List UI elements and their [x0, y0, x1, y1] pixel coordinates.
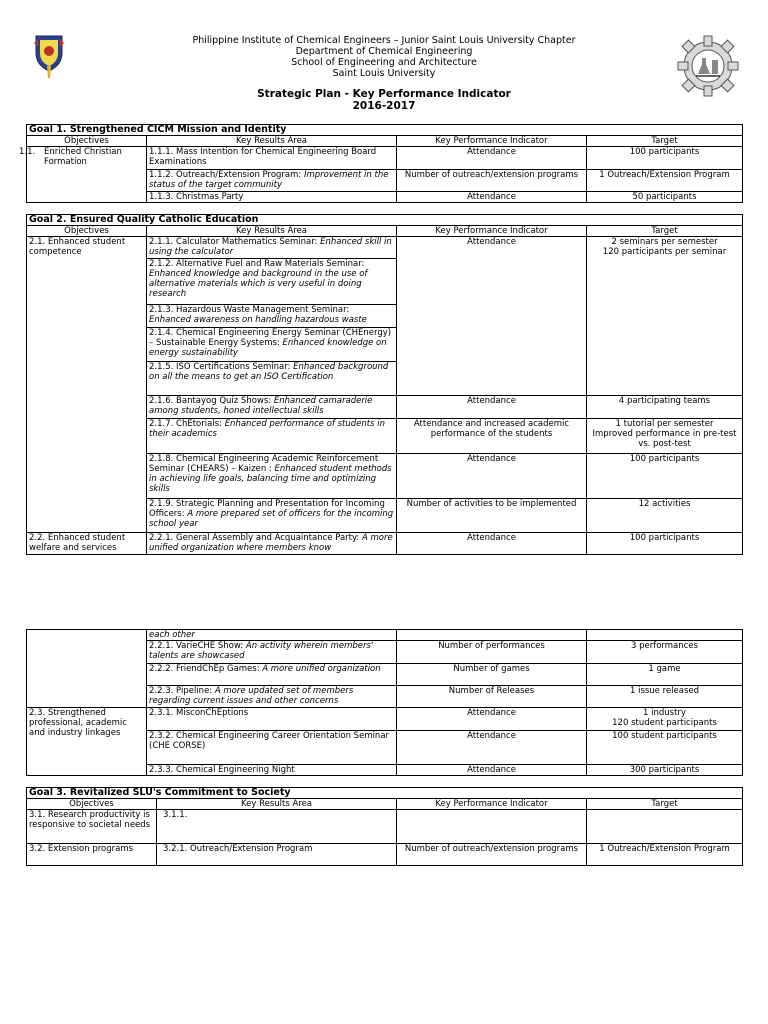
kpi-cell: Number of games [397, 664, 587, 686]
target-line: 2 seminars per semester [611, 237, 718, 247]
col-header-kpi: Key Performance Indicator [397, 136, 587, 147]
kra-acronym: (CHE CORSE) [149, 741, 206, 751]
kra-outcome: A more unified organization where members know [149, 533, 393, 553]
kra-cell [147, 170, 397, 192]
kpi-cell: Number of activities to be implemented [397, 499, 587, 533]
goal2-table [26, 214, 743, 555]
goal1-table [19, 124, 743, 203]
objective-cell: 3.2. Extension programs [27, 844, 157, 866]
target-cell: 100 participants [587, 533, 743, 555]
kpi-cell: Attendance [397, 237, 587, 396]
kra-text: 2.2.2. FriendChEp Games: [149, 664, 263, 674]
kra-text: 1.1.1. Mass Intention for Chemical Engineering Board Examinations [149, 147, 377, 167]
goal-title: Goal 1. Strengthened CICM Mission and Identity [27, 125, 743, 136]
kra-text: 2.1.2. Alternative Fuel and Raw Materials Seminar: [149, 259, 365, 269]
kpi-cell: Attendance [397, 731, 587, 765]
target-cell [587, 237, 743, 396]
kpi-cell: Attendance and increased academic performance of the students [397, 419, 587, 454]
col-header-kra: Key Results Area [157, 799, 397, 810]
target-cell: 1 Outreach/Extension Program [587, 844, 743, 866]
kra-cell [147, 686, 397, 708]
target-cell: 100 participants [587, 454, 743, 499]
kpi-cell: Number of outreach/extension programs [397, 170, 587, 192]
kpi-cell: Attendance [397, 192, 587, 203]
kpi-cell: Number of performances [397, 641, 587, 664]
objective-cell: 2.3. Strengthened professional, academic and industry linkages [27, 708, 147, 776]
kra-cell: 3.2.1. Outreach/Extension Program [157, 844, 397, 866]
col-header-kra: Key Results Area [147, 226, 397, 237]
kra-text: 2.1.4. Chemical Engineering Energy Seminar (CHEnergy) – Sustainable Energy Systems: [149, 328, 392, 348]
col-header-target: Target [587, 136, 743, 147]
kpi-cell: Attendance [397, 147, 587, 170]
col-header-objectives: Objectives [27, 799, 157, 810]
kra-text: 2.1.5. ISO Certifications Seminar: [149, 362, 294, 372]
target-cell [587, 810, 743, 844]
kra-outcome: Enhanced knowledge on energy sustainability [149, 338, 387, 358]
kpi-cell: Attendance [397, 708, 587, 731]
col-header-objectives: Objectives [27, 226, 147, 237]
target-cell: 100 student participants [587, 731, 743, 765]
kpi-cell: Attendance [397, 454, 587, 499]
target-cell: 50 participants [587, 192, 743, 203]
kra-text: 1.1.2. Outreach/Extension Program: [149, 170, 304, 180]
page-title: Strategic Plan - Key Performance Indicator [257, 88, 511, 100]
department-name: Department of Chemical Engineering [295, 46, 473, 57]
objective-cell: 3.1. Research productivity is responsive to societal needs [27, 810, 157, 844]
school-year: 2016-2017 [352, 100, 416, 112]
col-header-objectives: Objectives [27, 136, 147, 147]
kra-cell [147, 328, 397, 362]
target-cell: 1 issue released [587, 686, 743, 708]
kra-cell: 1.1.3. Christmas Party [147, 192, 397, 203]
objective-cell: 2.1. Enhanced student competence [27, 237, 147, 533]
kra-cell: 2.3.3. Chemical Engineering Night [147, 765, 397, 776]
kra-text: 2.1.7. ChEtorials: [149, 419, 225, 429]
objective-cell: 2.2. Enhanced student welfare and services [27, 533, 147, 555]
kra-outcome: each other [149, 630, 195, 640]
target-cell: 300 participants [587, 765, 743, 776]
kra-text: 2.3.2. Chemical Engineering Career Orientation Seminar [149, 731, 390, 741]
kra-outcome: Enhanced camaraderie among students, honed intellectual skills [149, 396, 373, 416]
objective-cell [27, 630, 147, 708]
target-cell: 100 participants [587, 147, 743, 170]
kra-cell [147, 499, 397, 533]
kra-outcome: A more updated set of members regarding current issues and other concerns [149, 686, 354, 706]
document-title [0, 88, 768, 112]
kpi-cell: Attendance [397, 765, 587, 776]
kpi-cell: Attendance [397, 396, 587, 419]
kra-outcome: A more prepared set of officers for the incoming school year [149, 509, 394, 529]
target-cell: 1 game [587, 664, 743, 686]
target-cell: 3 performances [587, 641, 743, 664]
target-line: 1 industry [643, 708, 686, 718]
kpi-cell: Attendance [397, 533, 587, 555]
document-header [0, 35, 768, 79]
goal-title: Goal 3. Revitalized SLU's Commitment to Society [27, 788, 743, 799]
kra-text: 2.1.9. Strategic Planning and Presentation for Incoming Officers: [149, 499, 385, 519]
objective-text: Enriched Christian Formation [44, 147, 122, 167]
kra-outcome: Enhanced awareness on handling hazardous waste [149, 315, 367, 325]
kra-cell: 2.3.1. MisconChEptions [147, 708, 397, 731]
kra-outcome: An activity wherein members' talents are showcased [149, 641, 374, 661]
kra-text: 2.1.3. Hazardous Waste Management Seminar: [149, 305, 350, 315]
kpi-cell [397, 630, 587, 641]
kra-cell [147, 454, 397, 499]
kra-cell [147, 147, 397, 170]
kra-cell [147, 731, 397, 765]
kra-cell [147, 396, 397, 419]
kra-text: 2.2.1. VarieCHE Show: [149, 641, 246, 651]
target-line: 120 student participants [612, 718, 717, 728]
kra-text: 2.1.6. Bantayog Quiz Shows: [149, 396, 274, 406]
target-line: Improved performance in pre-test vs. post-test [592, 429, 737, 449]
col-header-target: Target [587, 799, 743, 810]
goal2-continued-table [26, 629, 743, 776]
target-cell: 12 activities [587, 499, 743, 533]
kra-cell [147, 305, 397, 328]
kra-text: 2.2.3. Pipeline: [149, 686, 215, 696]
target-cell [587, 708, 743, 731]
target-line: 1 tutorial per semester [615, 419, 714, 429]
goal3-table [26, 787, 743, 866]
target-cell [587, 630, 743, 641]
kra-outcome: Improvement in the status of the target community [149, 170, 389, 190]
kra-cell: 3.1.1. [157, 810, 397, 844]
kra-text: 2.1.1. Calculator Mathematics Seminar: [149, 237, 321, 247]
kra-outcome: A more unified organization [262, 664, 381, 674]
university-name: Saint Louis University [332, 68, 436, 79]
objective-cell [19, 147, 147, 203]
kra-outcome: Enhanced background on all the means to get an ISO Certification [149, 362, 389, 382]
kra-outcome: Enhanced skill in using the calculator [149, 237, 392, 257]
kpi-cell: Number of outreach/extension programs [397, 844, 587, 866]
target-cell [587, 419, 743, 454]
kpi-cell [397, 810, 587, 844]
col-header-kpi: Key Performance Indicator [397, 226, 587, 237]
kra-text: 2.2.1. General Assembly and Acquaintance Party: [149, 533, 362, 543]
kra-cell [147, 259, 397, 305]
chapter-name: Philippine Institute of Chemical Engineers – Junior Saint Louis University Chapter [192, 35, 576, 46]
kra-cell [147, 533, 397, 555]
col-header-target: Target [587, 226, 743, 237]
kra-outcome: Enhanced student methods in achieving life goals, balancing time and optimizing skills [149, 464, 392, 494]
kra-cell [147, 237, 397, 259]
goal-title: Goal 2. Ensured Quality Catholic Education [27, 215, 743, 226]
objective-number: 1.1. [19, 147, 36, 157]
kra-cell [147, 641, 397, 664]
target-cell: 1 Outreach/Extension Program [587, 170, 743, 192]
kra-cell [147, 362, 397, 396]
school-name: School of Engineering and Architecture [291, 57, 477, 68]
kra-outcome: Enhanced knowledge and background in the use of alternative materials which is very useful in doing research [149, 269, 368, 299]
kra-cell [147, 630, 397, 641]
kra-cell [147, 419, 397, 454]
col-header-kpi: Key Performance Indicator [397, 799, 587, 810]
target-cell: 4 participating teams [587, 396, 743, 419]
target-line: 120 participants per seminar [602, 247, 727, 257]
kra-cell [147, 664, 397, 686]
kra-text: 2.1.8. Chemical Engineering Academic Reinforcement Seminar (CHEARS) – Kaizen : [149, 454, 379, 474]
kra-outcome: Enhanced performance of students in their academics [149, 419, 385, 439]
kpi-cell: Number of Releases [397, 686, 587, 708]
col-header-kra: Key Results Area [147, 136, 397, 147]
